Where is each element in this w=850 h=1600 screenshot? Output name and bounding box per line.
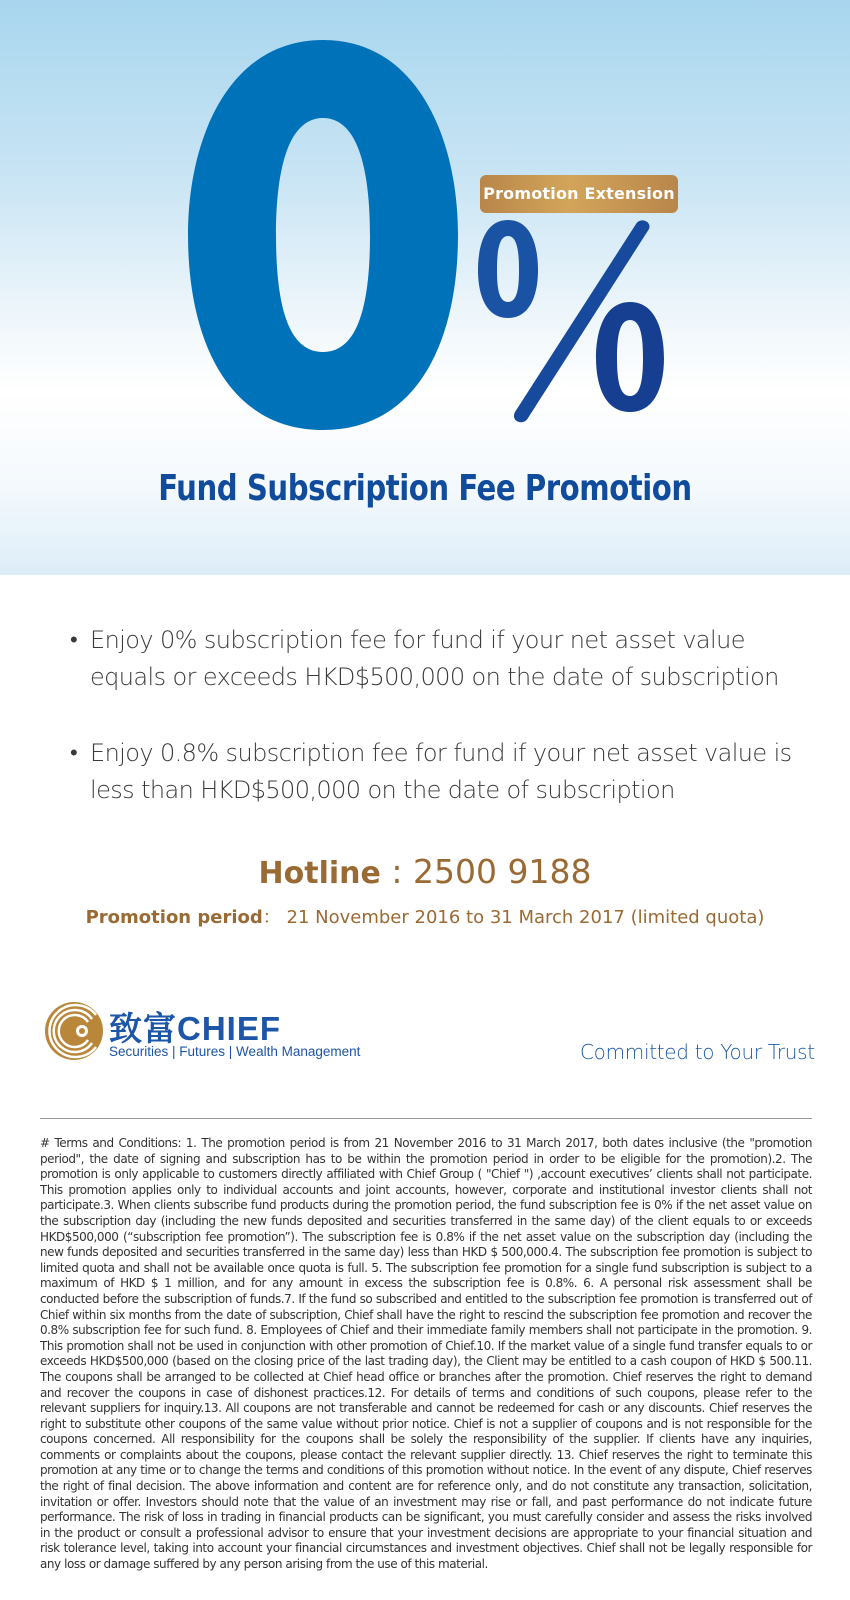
brand-chinese-name: 致富 <box>109 1010 177 1047</box>
brand-subtitle: Securities | Futures | Wealth Management <box>109 1044 361 1059</box>
percent-sign-graphic <box>478 220 688 430</box>
brand-english-name: CHIEF <box>177 1010 281 1047</box>
terms-and-conditions: # Terms and Conditions: 1. The promotion period is from 21 November 2016 to 31 March 2017, both dates inclusive (the "promotion period", the date of signing and subscription has to be within the promotion period in order to be eligible for the promotion).2. The promotion is only applicable to customers directly affiliated with Chief Group ( "Chief ") ,account executives’ clients shall not participate. This promotion applies only to individual accounts and joint accounts, however, corporate and institutional investor clients shall not participate.3. When clients subscribe fund products during the promotion period, the fund subscription fee is 0% if the net asset value on the subscription day (including the new funds deposited and securities transferred in the same day) of the client equals to or exceeds HKD$500,000 (“subscription fee promotion”). The subscription fee is 0.8% if the net asset value on the subscription day (including the new funds deposited and securities transferred in the same day) less than HKD $ 500,000.4. The subscription fee promotion is subject to limited quota and shall not be available once quota is full. 5. The subscription fee promotion for a single fund subscription is subject to a maximum of HKD $ 1 million, and for any amount in excess the subscription fee is 0.8%. 6. A personal risk assessment shall be conducted before the subscription of funds.7. If the fund so subscribed and entitled to the subscription fee promotion is transferred out of Chief within six months from the date of subscription, Chief shall have the right to rescind the subscription fee promotion and recover the 0.8% subscription fee for such fund. 8. Employees of Chief and their immediate family members shall not participate in the promotion. 9. This promotion shall not be used in conjunction with other promotion of Chief.10. If the market value of a single fund transfer equals to or exceeds HKD$500,000 (based on the closing price of the last trading day), the Client may be entitled to a cash coupon of HKD $ 500.11. The coupons shall be arranged to be collected at Chief head office or branches after the promotion. Chief reserves the right to demand and recover the coupons in case of dishonest practices.12. For details of terms and conditions of such coupons, please refer to the relevant suppliers for inquiry.13. All coupons are not transferable and cannot be redeemed for cash or any discounts. Chief reserves the right to substitute other coupons of the same value without prior notice. Chief is not a supplier of coupons and is not responsible for the coupons concerned. All responsibility for the coupons shall be solely the responsibility of the supplier. If clients have any inquiries, comments or complaints about the coupons, please contact the relevant supplier directly. 13. Chief reserves the right to terminate this promotion at any time or to change the terms and conditions of this promotion without notice. In the event of any dispute, Chief reserves the right of final decision. The above information and content are for reference only, and do not constitute any transaction, solicitation, invitation or offer. Investors should note that the value of an investment may rise or fall, and past performance do not indicate future performance. The risk of loss in trading in financial products can be significant, you must carefully consider and assess the risks involved in the product or consult a professional advisor to ensure that your investment decisions are appropriate to your financial situation and risk tolerance level, taking into account your financial circumstances and investment objectives. Chief shall not be legally responsible for any loss or damage suffered by any person arising from the use of this material. <box>40 1136 812 1572</box>
chief-logo <box>44 1005 384 1065</box>
hotline-separator: : <box>380 852 413 891</box>
brand-name <box>109 1003 281 1050</box>
promotion-extension-badge: Promotion Extension <box>480 175 678 213</box>
chief-swirl-logo-icon <box>44 1001 104 1061</box>
hotline <box>0 852 850 891</box>
hotline-number[interactable]: 2500 9188 <box>412 852 592 891</box>
benefit-text: Enjoy 0.8% subscription fee for fund if your net asset value is less than HKD$500,000 on the date of subscription <box>90 739 792 804</box>
promotion-period-value: 21 November 2016 to 31 March 2017 (limited quota) <box>286 907 765 928</box>
promotion-period-separator: ： <box>262 907 281 928</box>
promotion-period-label: Promotion period <box>85 907 263 928</box>
page-title: Fund Subscription Fee Promotion <box>158 468 692 509</box>
bullet-icon: • <box>70 741 78 766</box>
benefit-item-0 <box>68 622 798 696</box>
benefit-list <box>68 622 798 848</box>
divider <box>40 1118 812 1119</box>
hotline-label: Hotline <box>258 856 381 891</box>
hero-banner <box>0 0 850 575</box>
benefit-item-1 <box>68 735 798 809</box>
benefit-text: Enjoy 0% subscription fee for fund if your net asset value equals or exceeds HKD$500,000 on the date of subscription <box>90 626 779 691</box>
big-zero-graphic <box>188 40 458 430</box>
promotion-period <box>0 903 850 929</box>
brand-tagline: Committed to Your Trust <box>580 1040 815 1064</box>
bullet-icon: • <box>70 628 78 653</box>
